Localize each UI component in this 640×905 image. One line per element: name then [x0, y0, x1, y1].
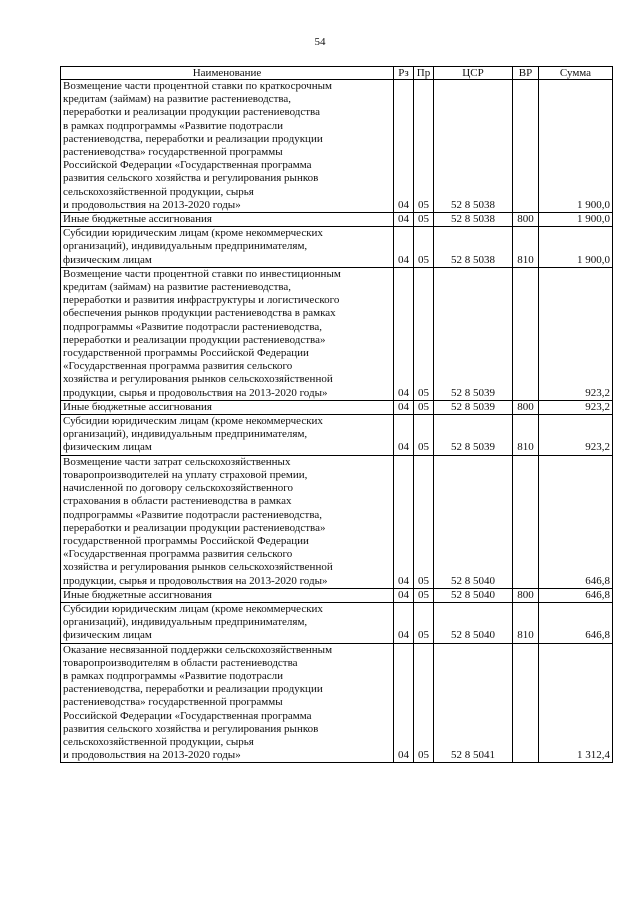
header-rz: Рз — [394, 67, 414, 80]
name-line: и продовольствия на 2013-2020 годы» — [63, 198, 241, 211]
name-line: в рамках подпрограммы «Развитие подотрасли — [63, 119, 283, 132]
name-line: организаций), индивидуальным предпринимателям, — [63, 616, 308, 629]
row-pr-cell: 05 — [414, 227, 434, 268]
row-pr-cell: 05 — [414, 267, 434, 400]
row-name-cell — [61, 80, 394, 213]
row-rz-cell: 04 — [394, 267, 414, 400]
name-line: растениеводства» государственной программы — [63, 696, 283, 709]
table-row — [61, 602, 613, 643]
name-line: растениеводства» государственной программы — [63, 146, 283, 159]
table-row — [61, 213, 613, 227]
name-line: развития сельского хозяйства и регулирования рынков — [63, 172, 319, 185]
row-name-cell — [61, 455, 394, 588]
name-line: Иные бюджетные ассигнования — [63, 400, 212, 413]
name-line: сельскохозяйственной продукции, сырья — [63, 735, 254, 748]
name-line: Субсидии юридическим лицам (кроме некоммерческих — [63, 227, 323, 240]
row-vr-cell: 800 — [513, 213, 539, 227]
name-line: организаций), индивидуальным предпринимателям, — [63, 240, 308, 253]
name-line: подпрограммы «Развитие подотрасли растениеводства, — [63, 508, 322, 521]
row-vr-cell: 810 — [513, 415, 539, 456]
page-number: 54 — [314, 36, 326, 48]
row-name-cell — [61, 415, 394, 456]
name-line: товаропроизводителей на уплату страховой премии, — [63, 468, 308, 481]
row-rz-cell: 04 — [394, 415, 414, 456]
row-pr-cell: 05 — [414, 400, 434, 414]
name-line: развития сельского хозяйства и регулирования рынков — [63, 722, 319, 735]
row-sum-cell: 923,2 — [539, 267, 613, 400]
row-name-cell — [61, 602, 394, 643]
table-row — [61, 80, 613, 213]
table-row — [61, 415, 613, 456]
name-line: Субсидии юридическим лицам (кроме некоммерческих — [63, 602, 323, 615]
name-line: «Государственная программа развития сельского — [63, 548, 293, 561]
row-sum-cell: 923,2 — [539, 400, 613, 414]
name-line: Российской Федерации «Государственная программа — [63, 709, 312, 722]
header-pr: Пр — [414, 67, 434, 80]
row-rz-cell: 04 — [394, 80, 414, 213]
name-line: в рамках подпрограммы «Развитие подотрасли — [63, 669, 283, 682]
row-name-cell — [61, 400, 394, 414]
name-line: хозяйства и регулирования рынков сельскохозяйственной — [63, 561, 333, 574]
row-pr-cell: 05 — [414, 643, 434, 763]
name-line: растениеводства, переработки и реализации продукции — [63, 683, 323, 696]
row-pr-cell: 05 — [414, 213, 434, 227]
table-row — [61, 455, 613, 588]
row-csr-cell: 52 8 5039 — [434, 415, 513, 456]
row-rz-cell: 04 — [394, 602, 414, 643]
row-vr-cell — [513, 643, 539, 763]
row-sum-cell: 1 900,0 — [539, 80, 613, 213]
row-csr-cell: 52 8 5039 — [434, 400, 513, 414]
name-line: государственной программы Российской Федерации — [63, 534, 309, 547]
header-name: Наименование — [61, 67, 394, 80]
table-row — [61, 227, 613, 268]
row-csr-cell: 52 8 5040 — [434, 602, 513, 643]
header-sum: Сумма — [539, 67, 613, 80]
name-line: переработки и реализации продукции растениеводства» — [63, 521, 326, 534]
name-line: Иные бюджетные ассигнования — [63, 588, 212, 601]
name-line: Российской Федерации «Государственная программа — [63, 159, 312, 172]
row-sum-cell: 1 900,0 — [539, 227, 613, 268]
name-line: хозяйства и регулирования рынков сельскохозяйственной — [63, 373, 333, 386]
row-rz-cell: 04 — [394, 588, 414, 602]
name-line: продукции, сырья и продовольствия на 2013-2020 годы» — [63, 574, 328, 587]
row-sum-cell: 923,2 — [539, 415, 613, 456]
row-rz-cell: 04 — [394, 227, 414, 268]
row-csr-cell: 52 8 5039 — [434, 267, 513, 400]
name-line: растениеводства, переработки и реализации продукции — [63, 132, 323, 145]
row-rz-cell: 04 — [394, 643, 414, 763]
name-line: «Государственная программа развития сельского — [63, 360, 293, 373]
name-line: начисленной по договору сельскохозяйственного — [63, 482, 293, 495]
row-vr-cell: 800 — [513, 400, 539, 414]
name-line: сельскохозяйственной продукции, сырья — [63, 185, 254, 198]
name-line: организаций), индивидуальным предпринимателям, — [63, 428, 308, 441]
table-row — [61, 588, 613, 602]
row-vr-cell — [513, 455, 539, 588]
row-csr-cell: 52 8 5038 — [434, 213, 513, 227]
row-name-cell — [61, 267, 394, 400]
name-line: физическим лицам — [63, 441, 152, 454]
row-vr-cell — [513, 80, 539, 213]
name-line: переработки и реализации продукции растениеводства — [63, 106, 320, 119]
name-line: страхования в области растениеводства в рамках — [63, 495, 292, 508]
name-line: обеспечения рынков продукции растениеводства в рамках — [63, 307, 336, 320]
row-sum-cell: 1 312,4 — [539, 643, 613, 763]
name-line: Иные бюджетные ассигнования — [63, 213, 212, 226]
row-name-cell — [61, 643, 394, 763]
name-line: и продовольствия на 2013-2020 годы» — [63, 749, 241, 762]
row-csr-cell: 52 8 5038 — [434, 227, 513, 268]
row-rz-cell: 04 — [394, 400, 414, 414]
name-line: подпрограммы «Развитие подотрасли растениеводства, — [63, 320, 322, 333]
name-line: переработки и развития инфраструктуры и логистического — [63, 294, 340, 307]
row-rz-cell: 04 — [394, 213, 414, 227]
name-line: Возмещение части затрат сельскохозяйственных — [63, 455, 291, 468]
name-line: физическим лицам — [63, 629, 152, 642]
name-line: Возмещение части процентной ставки по инвестиционным — [63, 267, 341, 280]
name-line: Субсидии юридическим лицам (кроме некоммерческих — [63, 415, 323, 428]
name-line: Оказание несвязанной поддержки сельскохозяйственным — [63, 643, 333, 656]
name-line: продукции, сырья и продовольствия на 2013-2020 годы» — [63, 386, 328, 399]
table-row — [61, 400, 613, 414]
row-pr-cell: 05 — [414, 455, 434, 588]
row-sum-cell: 646,8 — [539, 602, 613, 643]
row-pr-cell: 05 — [414, 588, 434, 602]
name-line: кредитам (займам) на развитие растениеводства, — [63, 281, 292, 294]
name-line: физическим лицам — [63, 253, 152, 266]
name-line: переработки и реализации продукции растениеводства» — [63, 333, 326, 346]
name-line: государственной программы Российской Федерации — [63, 347, 309, 360]
row-vr-cell — [513, 267, 539, 400]
table-body — [61, 80, 613, 763]
row-sum-cell: 646,8 — [539, 455, 613, 588]
row-name-cell — [61, 213, 394, 227]
header-csr: ЦСР — [434, 67, 513, 80]
table-row — [61, 267, 613, 400]
row-csr-cell: 52 8 5040 — [434, 588, 513, 602]
row-name-cell — [61, 588, 394, 602]
table-header-row — [61, 67, 613, 80]
table-row — [61, 643, 613, 763]
name-line: Возмещение части процентной ставки по краткосрочным — [63, 80, 332, 92]
row-csr-cell: 52 8 5038 — [434, 80, 513, 213]
row-csr-cell: 52 8 5041 — [434, 643, 513, 763]
row-csr-cell: 52 8 5040 — [434, 455, 513, 588]
budget-table — [60, 66, 613, 763]
row-rz-cell: 04 — [394, 455, 414, 588]
row-pr-cell: 05 — [414, 415, 434, 456]
row-name-cell — [61, 227, 394, 268]
row-vr-cell: 810 — [513, 602, 539, 643]
name-line: товаропроизводителям в области растениеводства — [63, 656, 298, 669]
row-vr-cell: 810 — [513, 227, 539, 268]
name-line: кредитам (займам) на развитие растениеводства, — [63, 93, 292, 106]
row-pr-cell: 05 — [414, 602, 434, 643]
row-vr-cell: 800 — [513, 588, 539, 602]
row-pr-cell: 05 — [414, 80, 434, 213]
row-sum-cell: 646,8 — [539, 588, 613, 602]
row-sum-cell: 1 900,0 — [539, 213, 613, 227]
header-vr: ВР — [513, 67, 539, 80]
